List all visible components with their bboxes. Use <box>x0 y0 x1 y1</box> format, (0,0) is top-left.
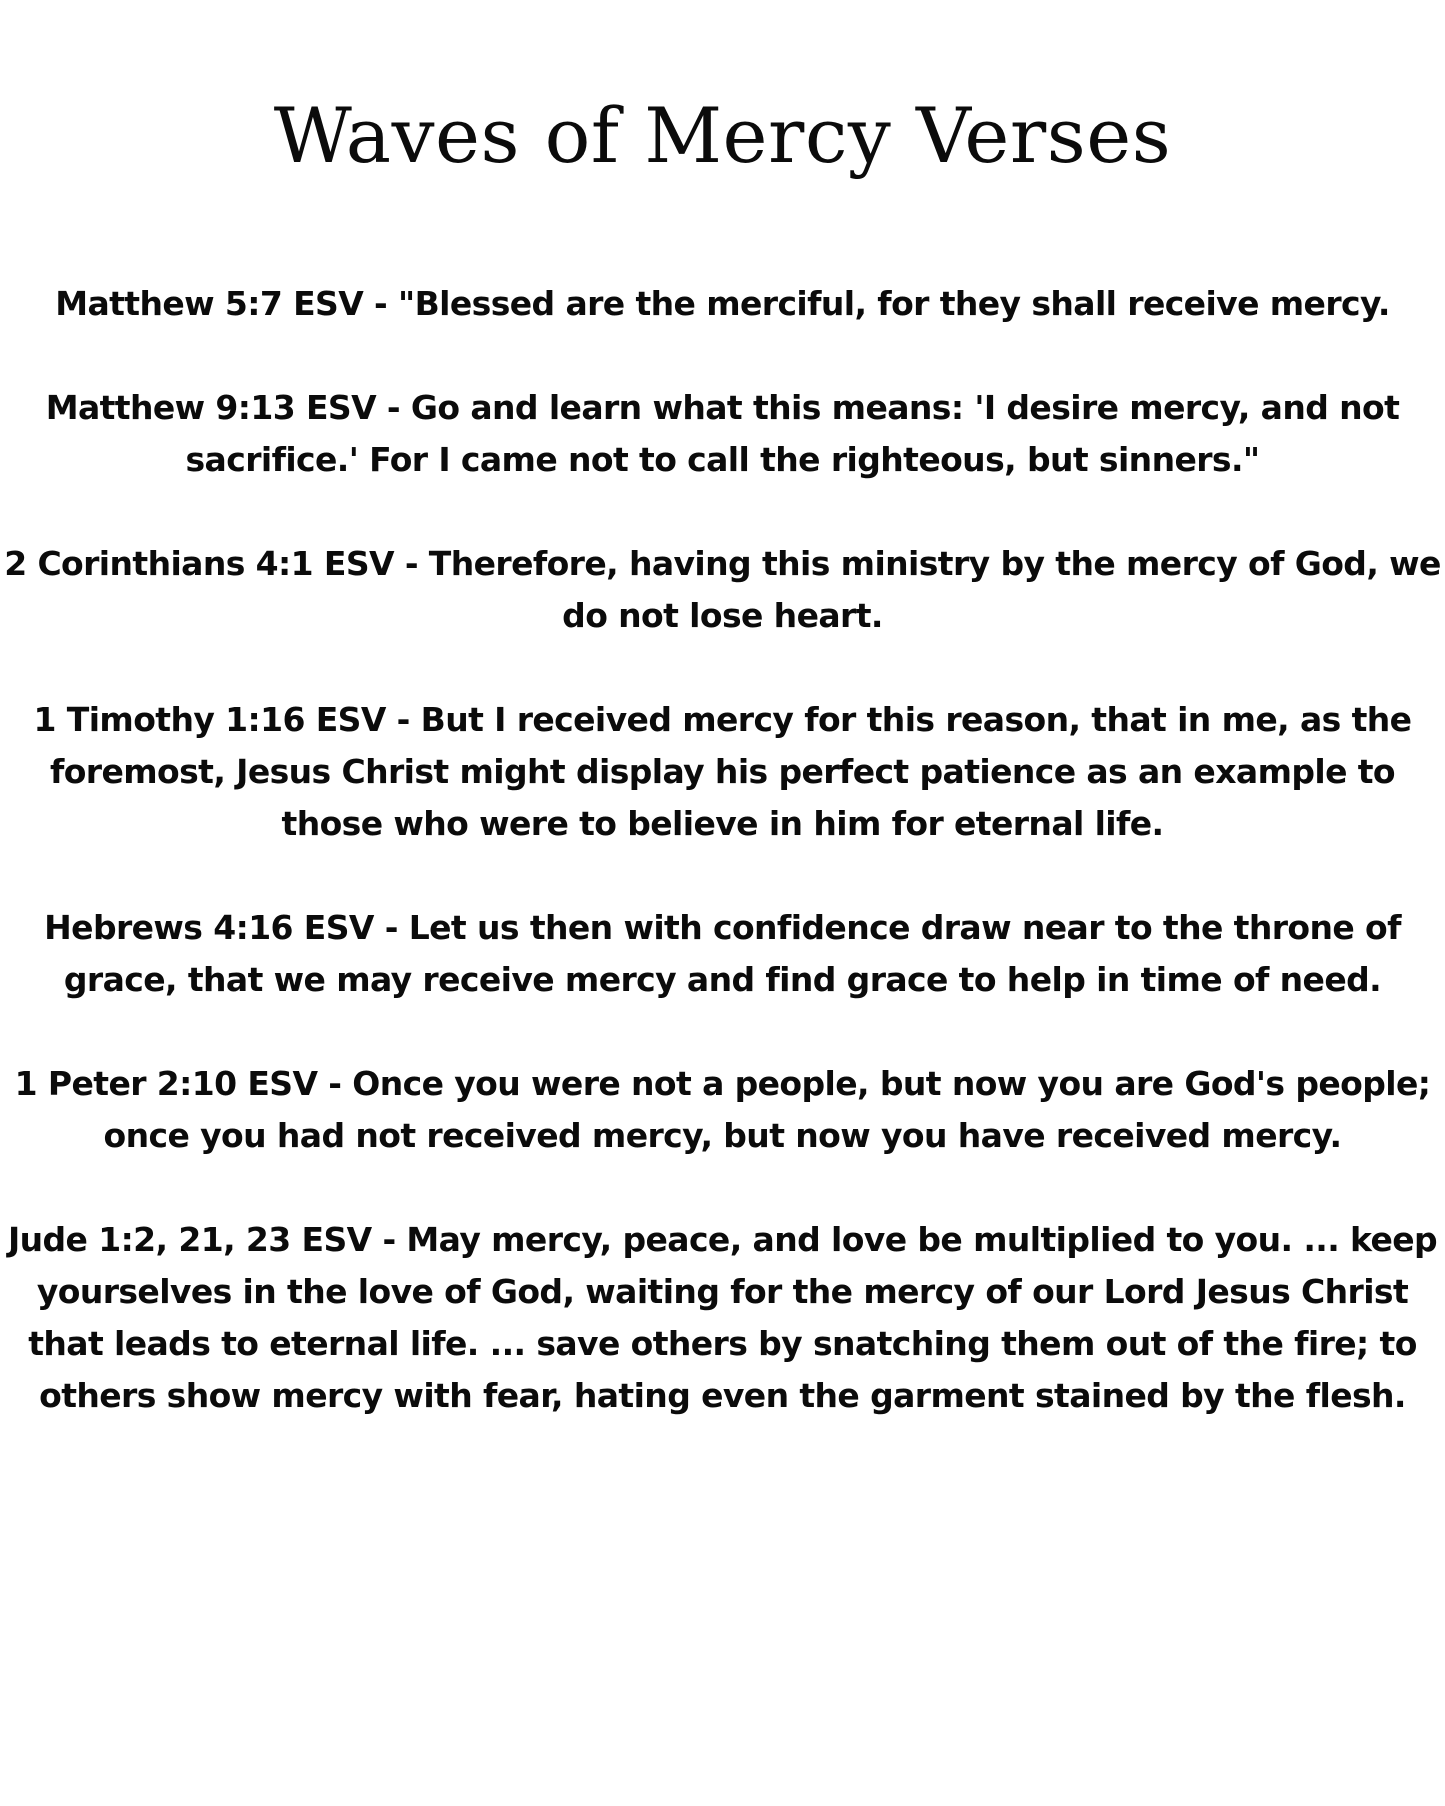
verse-hebrews-4-16: Hebrews 4:16 ESV - Let us then with confidence draw near to the throne of grace, that we may receive mercy and find grace to help in time of need. <box>44 908 1401 999</box>
verse-2-corinthians-4-1: 2 Corinthians 4:1 ESV - Therefore, having this ministry by the mercy of God, we do not lose heart. <box>4 544 1441 635</box>
verse-matthew-9-13: Matthew 9:13 ESV - Go and learn what this means: 'I desire mercy, and not sacrifice.' For I came not to call the righteous, but sinners." <box>45 388 1400 479</box>
verse-list <box>0 278 1445 1474</box>
page-title: Waves of Mercy Verses <box>273 91 1172 180</box>
verse-jude-1-2-21-23: Jude 1:2, 21, 23 ESV - May mercy, peace, and love be multiplied to you. ... keep yourselves in the love of God, waiting for the mercy of our Lord Jesus Christ that leads to eternal life. ... save others by snatching them out of the fire; to others show mercy with fear, hating even the garment stained by the flesh. <box>7 1220 1438 1415</box>
verse-1-peter-2-10: 1 Peter 2:10 ESV - Once you were not a people, but now you are God's people; once you had not received mercy, but now you have received mercy. <box>14 1064 1431 1155</box>
verse-1-timothy-1-16: 1 Timothy 1:16 ESV - But I received mercy for this reason, that in me, as the foremost, Jesus Christ might display his perfect patience as an example to those who were to believe in him for eternal life. <box>33 700 1412 843</box>
verse-matthew-5-7: Matthew 5:7 ESV - "Blessed are the merciful, for they shall receive mercy. <box>55 284 1390 323</box>
